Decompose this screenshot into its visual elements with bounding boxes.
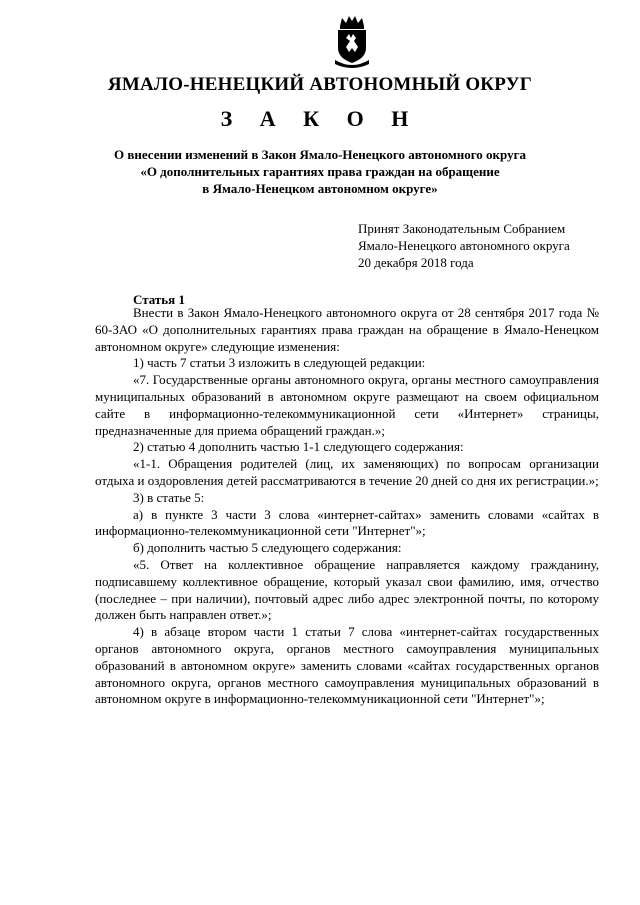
article-paragraph: 4) в абзаце втором части 1 статьи 7 слова «интернет-сайтах государственных органов автономного округа, органов местного самоуправления муниципальных образований в автономном округе» заменить словами «сайтах государственных органов автономного округа, органов местного самоуправления муниципальных образований в автономном округе в информационно-телекоммуникационной сети "Интернет"»; (95, 624, 599, 707)
document-type-title: З А К О Н (220, 106, 420, 131)
article-body (95, 305, 599, 708)
article-paragraph: 3) в статье 5: (133, 489, 205, 505)
article-paragraph: «7. Государственные органы автономного округа, органы местного самоуправления муниципальных образований в автономном округе размещают на своем официальном сайте в информационно-телекоммуникационной сети «Интернет» страницы, предназначенные для приема обращений граждан.»; (95, 372, 599, 438)
coat-of-arms-emblem-icon (331, 14, 373, 68)
law-subject (0, 146, 640, 197)
article-paragraph: а) в пункте 3 части 3 слова «интернет-сайтах» заменить словами «сайтах в информационно-телекоммуникационной сети "Интернет"»; (95, 506, 599, 539)
subject-line: «О дополнительных гарантиях права граждан на обращение (140, 164, 500, 179)
adoption-date: 20 декабря 2018 года (358, 255, 474, 270)
adoption-info (358, 220, 570, 271)
article-paragraph: 1) часть 7 статьи 3 изложить в следующей редакции: (133, 355, 426, 371)
article-paragraph: Внести в Закон Ямало-Ненецкого автономного округа от 28 сентября 2017 года № 60-ЗАО «О дополнительных гарантиях права граждан на обращение в Ямало-Ненецком автономном округе» следующие изменения: (95, 305, 599, 354)
region-title: ЯМАЛО-НЕНЕЦКИЙ АВТОНОМНЫЙ ОКРУГ (107, 74, 533, 95)
article-title: Статья 1 (133, 292, 185, 307)
article-paragraph: 2) статью 4 дополнить частью 1-1 следующего содержания: (133, 439, 464, 455)
article-paragraph: б) дополнить частью 5 следующего содержания: (133, 540, 402, 556)
subject-line: в Ямало-Ненецком автономном округе» (202, 181, 438, 196)
subject-line: О внесении изменений в Закон Ямало-Ненецкого автономного округа (113, 147, 526, 162)
adoption-line: Ямало-Ненецкого автономного округа (358, 238, 570, 253)
article-paragraph: «5. Ответ на коллективное обращение направляется каждому гражданину, подписавшему коллективное обращение, который указал свои фамилию, имя, отчество (последнее – при наличии), почтовый адрес либо адрес электронной почты, по которому должен быть направлен ответ.»; (95, 556, 599, 623)
article-paragraph: «1-1. Обращения родителей (лиц, их заменяющих) по вопросам организации отдыха и оздоровления детей рассматриваются в течение 20 дней со дня их регистрации.»; (95, 456, 599, 488)
adoption-line: Принят Законодательным Собранием (358, 221, 566, 236)
